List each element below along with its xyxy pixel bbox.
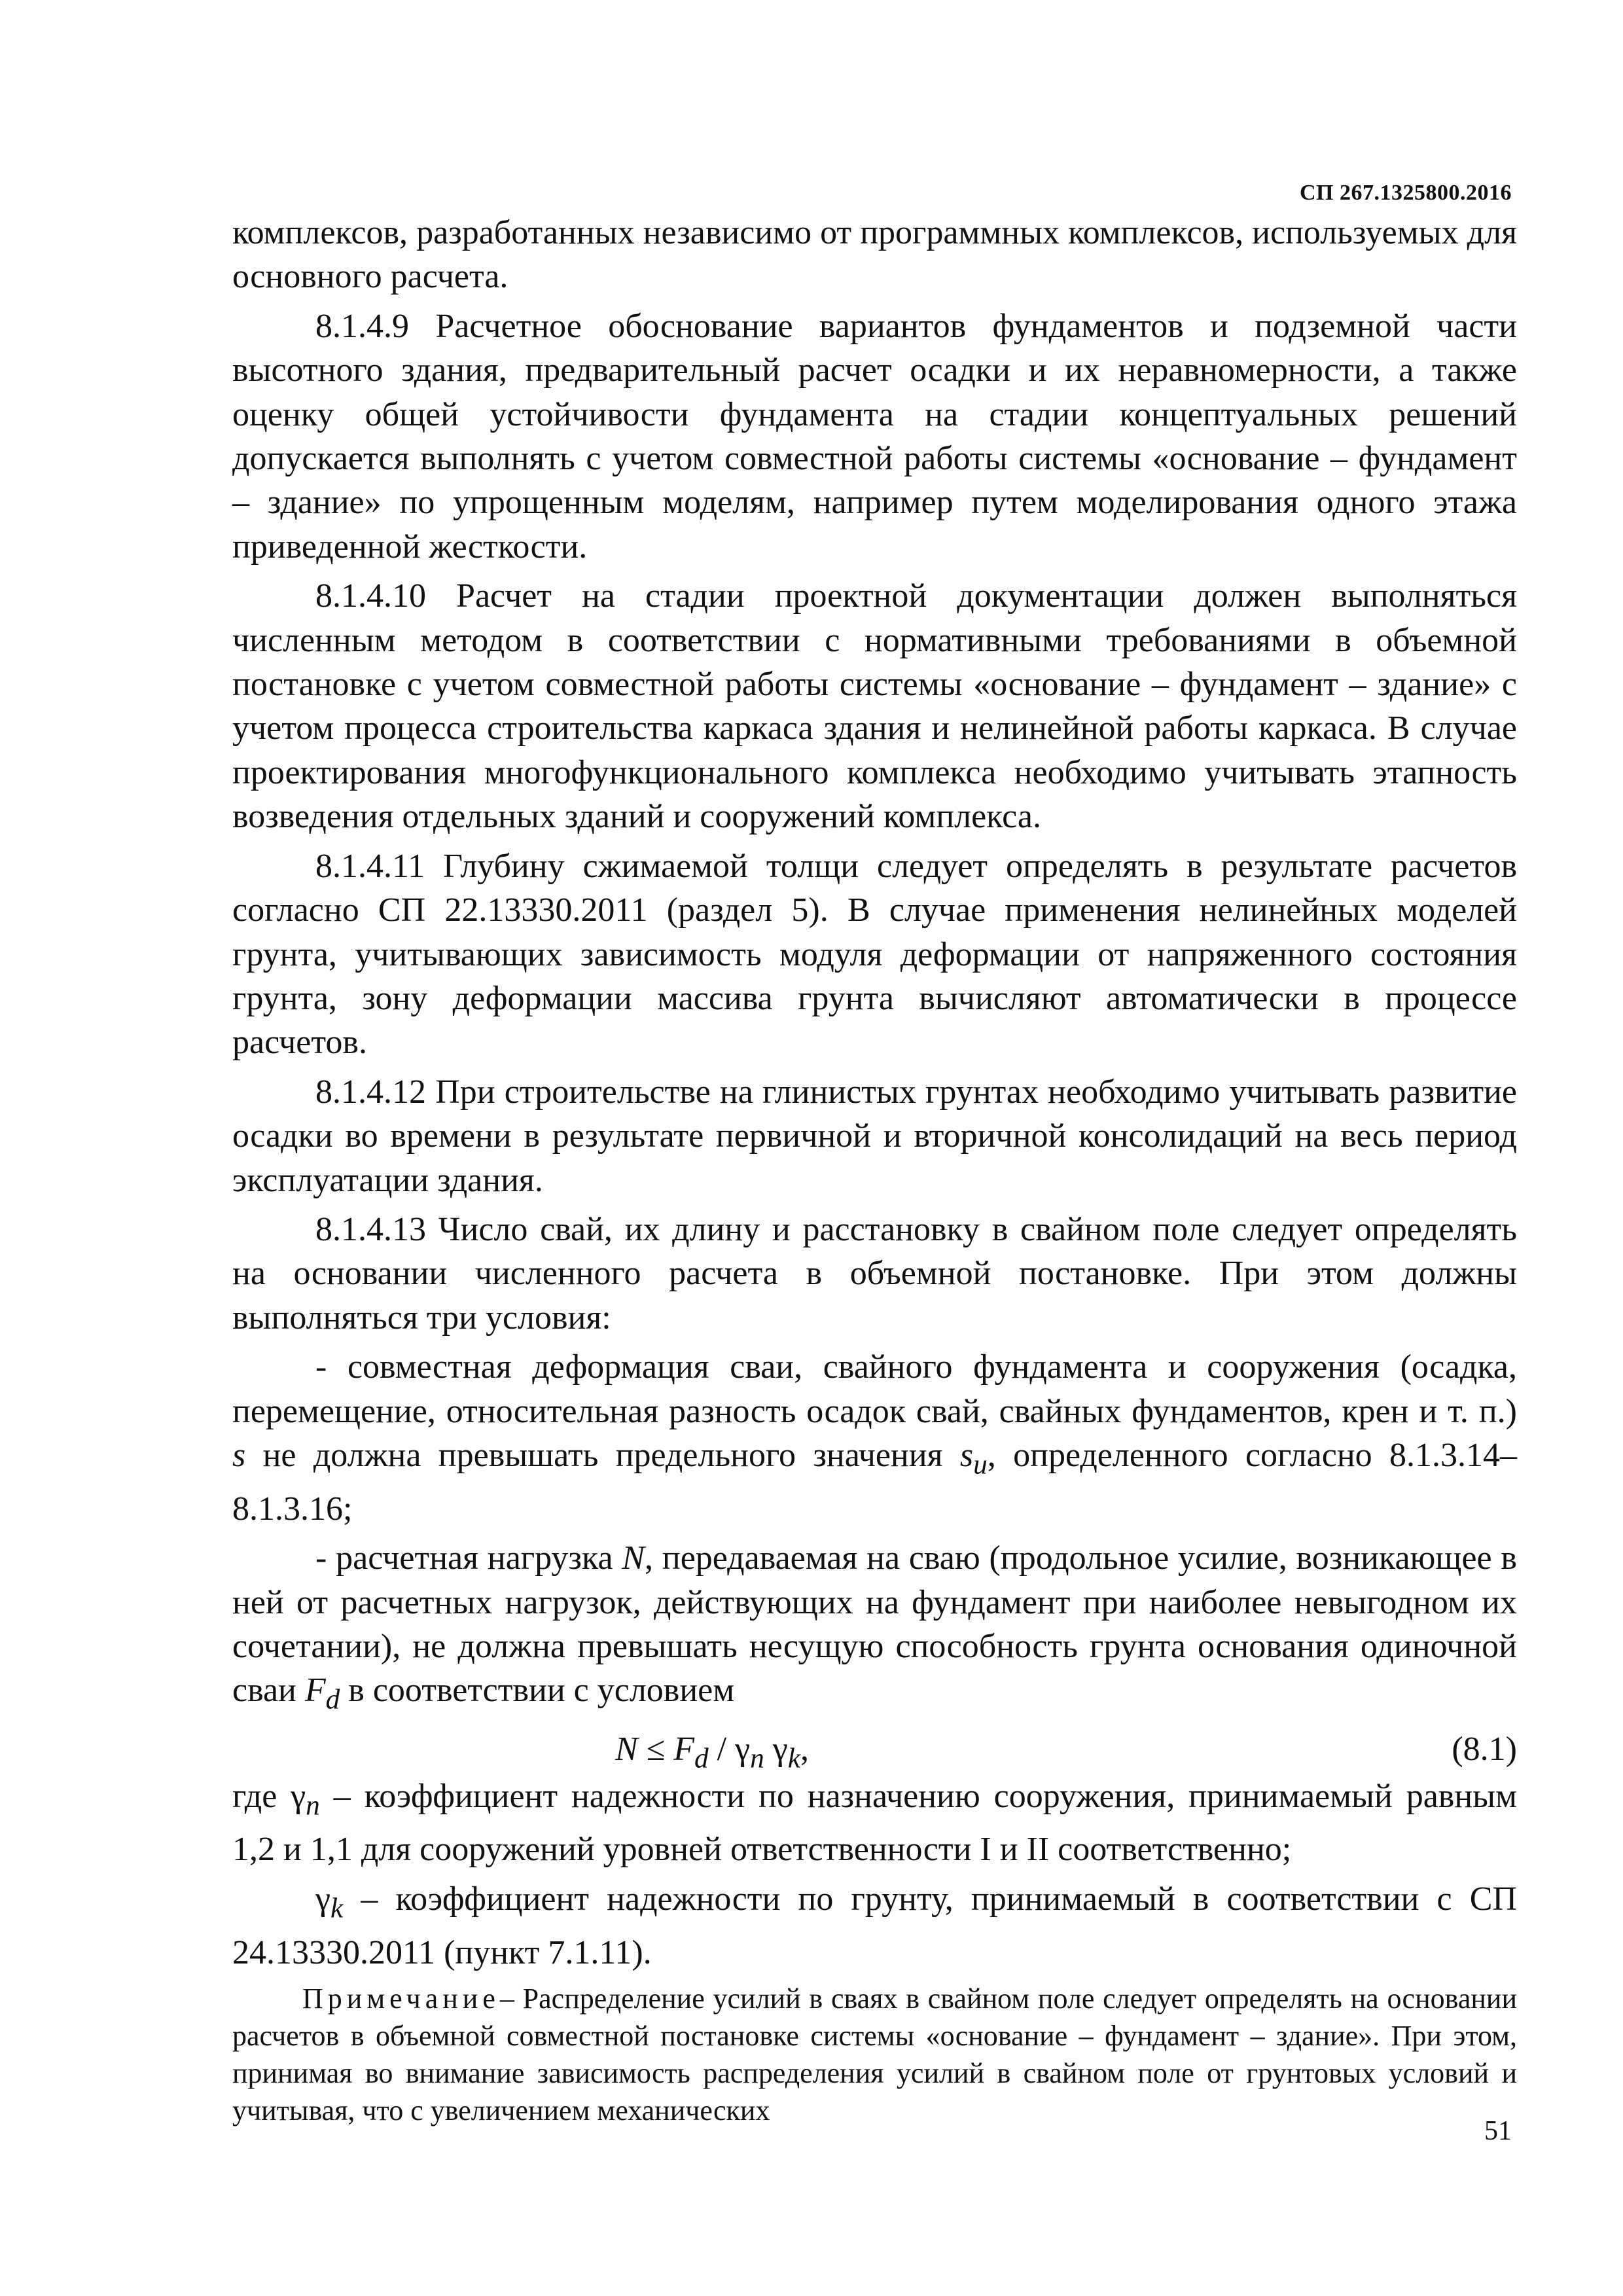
gamma-k-subscript: k: [330, 1892, 344, 1924]
paragraph-8-1-4-9: 8.1.4.9 Расчетное обоснование вариантов фундаментов и подземной части высотного здания, предварительный расчет осадки и их неравномерности, а также оценку общей устойчивости фундамента на стадии концептуальных решений допускается выполнять с учетом совместной работы системы «основание – фундамент – здание» по упрощенным моделям, например путем моделирования одного этажа приведенной жесткости.: [232, 307, 1517, 565]
condition-load-text: - расчетная нагрузка: [315, 1539, 613, 1577]
page-number: 51: [1484, 2116, 1512, 2146]
symbol-Fd-subscript: d: [325, 1683, 340, 1715]
formula-F-subscript: d: [694, 1742, 709, 1774]
formula-comma: ,: [800, 1731, 809, 1768]
note-text: – Распределение усилий в сваях в свайном поле следует определять на основании расчетов в объемной совместной постановке системы «основание – фундамент – здание». При этом, принимая во внимание зависимость распределения усилий в свайном поле от грунтовых условий и учитывая, что с увеличением механических: [232, 1982, 1517, 2126]
formula-number: (8.1): [1452, 1731, 1517, 1768]
symbol-Fd-base: F: [304, 1672, 326, 1710]
condition-deformation-text-2: не должна превышать предельного значения: [262, 1436, 943, 1474]
formula-F: F: [673, 1731, 694, 1768]
formula-gamma-k: γ: [764, 1731, 788, 1768]
symbol-su-subscript: u: [973, 1448, 988, 1480]
gamma-n-text: – коэффициент надежности по назначению сооружения, принимаемый равным 1,2 и 1,1 для сооружений уровней ответственности I и II соответственно;: [232, 1777, 1517, 1869]
gamma-n-definition: [232, 1774, 1517, 1872]
condition-deformation: [232, 1345, 1517, 1531]
symbol-su-base: s: [959, 1436, 974, 1474]
gamma-n-subscript: n: [306, 1789, 320, 1821]
formula-8-1: [615, 1727, 809, 1781]
note-block: [232, 1980, 1517, 2129]
gamma-k-definition: [232, 1877, 1517, 1975]
formula-le: ≤: [637, 1731, 674, 1768]
condition-load-text-2: , передаваемая на сваю (продольное усилие, возникающее в ней от расчетных нагрузок, действующих на фундамент при наиболее невыгодном их сочетании), не должна превышать несущую способность грунта основания одиночной сваи: [232, 1539, 1517, 1710]
document-body: [232, 211, 1517, 2129]
symbol-N: N: [622, 1539, 645, 1577]
formula-N: N: [615, 1731, 638, 1768]
condition-load-text-3: в соответствии с условием: [348, 1672, 735, 1710]
gamma-k-text: – коэффициент надежности по грунту, принимаемый в соответствии с СП 24.13330.2011 (пункт 7.1.11).: [232, 1880, 1517, 1971]
note-label: Примечание: [302, 1982, 500, 2015]
paragraph-8-1-4-13: 8.1.4.13 Число свай, их длину и расстановку в свайном поле следует определять на основании численного расчета в объемной постановке. При этом должны выполняться три условия:: [232, 1210, 1517, 1336]
condition-deformation-text-3: , определенного согласно 8.1.3.14–8.1.3.16;: [232, 1436, 1517, 1528]
symbol-s: s: [232, 1436, 246, 1474]
formula-slash-gamma: / γ: [708, 1731, 751, 1768]
symbol-su: [959, 1436, 988, 1480]
document-code-header: СП 267.1325800.2016: [1300, 181, 1512, 205]
formula-row: [232, 1727, 1517, 1774]
formula-gamma-k-subscript: k: [787, 1742, 800, 1774]
gamma-k-symbol: γ: [315, 1880, 330, 1918]
paragraph-continuation: комплексов, разработанных независимо от программных комплексов, используемых для основного расчета.: [232, 214, 1517, 296]
formula-gamma-n-subscript: n: [750, 1742, 764, 1774]
condition-deformation-text: - совместная деформация сваи, свайного фундамента и сооружения (осадка, перемещение, относительная разность осадок свай, свайных фундаментов, крен и т. п.): [232, 1348, 1517, 1430]
paragraph-8-1-4-11: 8.1.4.11 Глубину сжимаемой толщи следует определять в результате расчетов согласно СП 22.13330.2011 (раздел 5). В случае применения нелинейных моделей грунта, учитывающих зависимость модуля деформации от напряженного состояния грунта, зону деформации массива грунта вычисляют автоматически в процессе расчетов.: [232, 847, 1517, 1062]
paragraph-8-1-4-12: 8.1.4.12 При строительстве на глинистых грунтах необходимо учитывать развитие осадки во времени в результате первичной и вторичной консолидаций на весь период эксплуатации здания.: [232, 1073, 1517, 1199]
condition-load: [232, 1536, 1517, 1722]
symbol-Fd: [304, 1672, 340, 1715]
paragraph-8-1-4-10: 8.1.4.10 Расчет на стадии проектной документации должен выполняться численным методом в соответствии с нормативными требованиями в объемной постановке с учетом совместной работы системы «основание – фундамент – здание» с учетом процесса строительства каркаса здания и нелинейной работы каркаса. В случае проектирования многофункционального комплекса необходимо учитывать этапность возведения отдельных зданий и сооружений комплекса.: [232, 577, 1517, 836]
gamma-n-symbol: где γ: [232, 1777, 306, 1815]
